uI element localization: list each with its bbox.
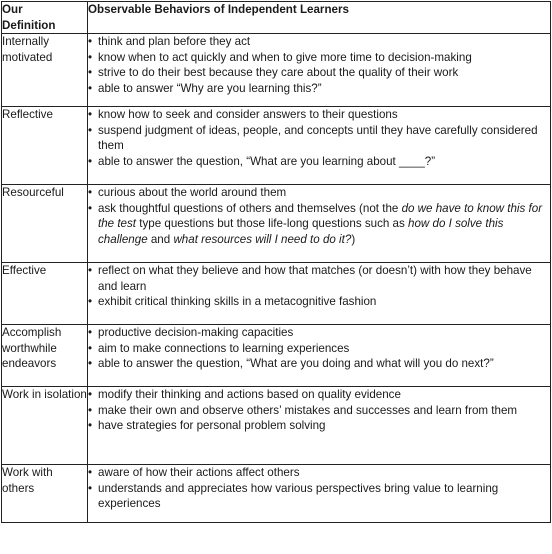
list-item: • aware of how their actions affect others xyxy=(88,465,550,481)
list-item: • have strategies for personal problem solving xyxy=(88,418,550,434)
behaviors-column-header: Observable Behaviors of Independent Learners xyxy=(88,2,551,34)
list-item: • understands and appreciates how various perspectives bring value to learning experiences xyxy=(88,481,550,512)
list-item: • able to answer the question, “What are you doing and what will you do next?” xyxy=(88,356,550,372)
row-behaviors xyxy=(88,263,551,325)
list-item: • know when to act quickly and when to give more time to decision-making xyxy=(88,50,550,66)
definition-header-line2: Definition xyxy=(2,18,56,32)
table-row xyxy=(2,387,551,465)
row-term: Reflective xyxy=(2,107,88,185)
row-behaviors xyxy=(88,34,551,107)
header-row xyxy=(2,2,551,34)
table-row xyxy=(2,325,551,387)
row-term: Work in isolation xyxy=(2,387,88,465)
row-behaviors xyxy=(88,387,551,465)
table-row xyxy=(2,34,551,107)
definition-column-header xyxy=(2,2,88,34)
list-item: • aim to make connections to learning experiences xyxy=(88,341,550,357)
row-term: Resourceful xyxy=(2,185,88,263)
row-behaviors xyxy=(88,325,551,387)
row-behaviors xyxy=(88,465,551,523)
table-row xyxy=(2,107,551,185)
list-item: • make their own and observe others’ mistakes and successes and learn from them xyxy=(88,403,550,419)
row-term: Internally motivated xyxy=(2,34,88,107)
italic-phrase: how do I solve this challenge xyxy=(98,217,504,246)
list-item: • strive to do their best because they care about the quality of their work xyxy=(88,65,550,81)
row-term: Accomplish worthwhile endeavors xyxy=(2,325,88,387)
definition-header-line1: Our xyxy=(2,3,23,16)
independent-learners-table xyxy=(1,1,551,523)
table-row xyxy=(2,465,551,523)
list-item: • suspend judgment of ideas, people, and concepts until they have carefully considered them xyxy=(88,123,550,154)
list-item: • ask thoughtful questions of others and themselves (not the do we have to know this for the test type questions but those life-long questions such as how do I solve this challenge and what resources will I need to do it?) xyxy=(88,201,550,248)
table-row xyxy=(2,263,551,325)
row-behaviors xyxy=(88,107,551,185)
italic-phrase: do we have to know this for the test xyxy=(98,201,543,231)
table-row xyxy=(2,185,551,263)
list-item: • able to answer the question, “What are you learning about ____?” xyxy=(88,154,550,170)
list-item: • modify their thinking and actions based on quality evidence xyxy=(88,387,550,403)
list-item: • exhibit critical thinking skills in a metacognitive fashion xyxy=(88,294,550,310)
list-item: • able to answer “Why are you learning this?” xyxy=(88,81,550,97)
list-item: • curious about the world around them xyxy=(88,185,550,201)
row-term: Effective xyxy=(2,263,88,325)
row-term: Work with others xyxy=(2,465,88,523)
list-item: • think and plan before they act xyxy=(88,34,550,50)
list-item: • productive decision-making capacities xyxy=(88,325,550,341)
list-item: • reflect on what they believe and how that matches (or doesn’t) with how they behave and learn xyxy=(88,263,550,294)
italic-phrase: what resources will I need to do it? xyxy=(173,232,352,246)
list-item: • know how to seek and consider answers to their questions xyxy=(88,107,550,123)
row-behaviors xyxy=(88,185,551,263)
